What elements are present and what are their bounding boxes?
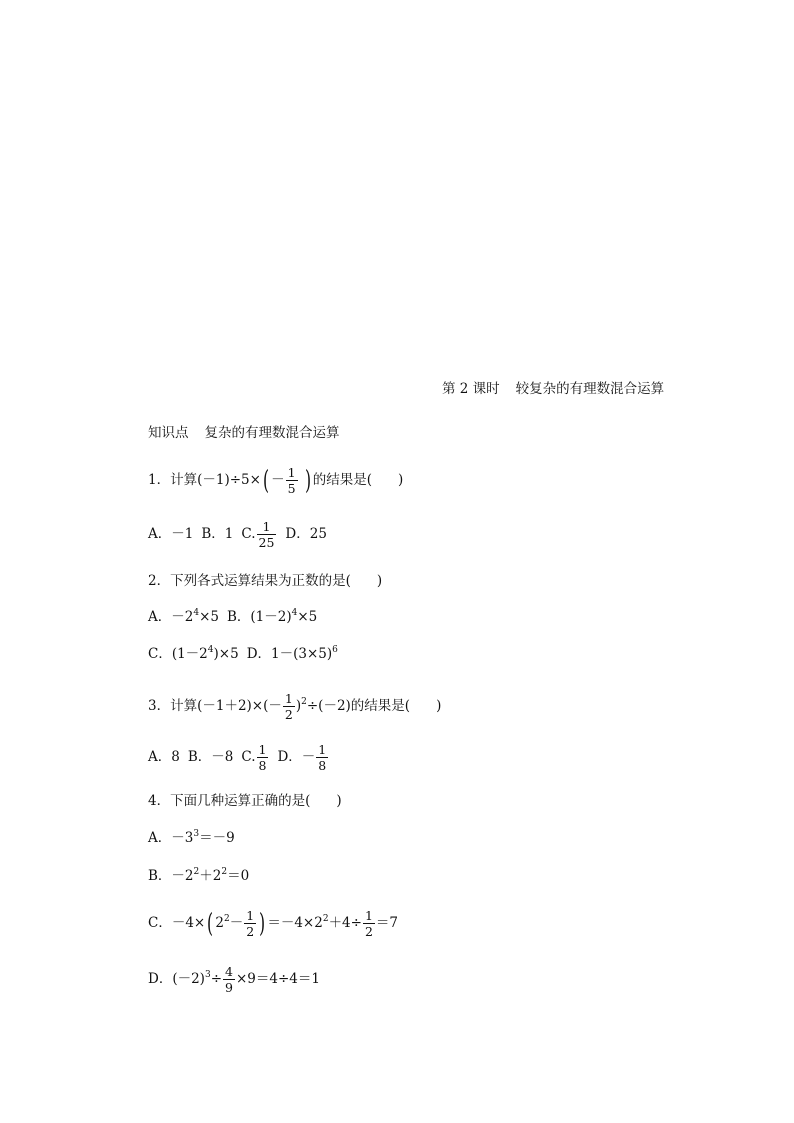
question-4-option-d	[148, 965, 320, 994]
q2-option-c-pre: C．(1－2	[148, 646, 208, 662]
q4-option-d-pre: D．(－2)	[148, 971, 205, 988]
lesson-header	[442, 383, 664, 397]
q1-option-c-fraction	[257, 520, 277, 549]
q1-option-c-num: 1	[262, 519, 271, 534]
q4-option-b-exp1: 2	[193, 867, 200, 877]
q4-option-c-in1: 2	[215, 915, 224, 932]
q4-option-d-fraction	[223, 965, 235, 994]
q4-option-c-fraction-1	[244, 909, 256, 938]
q3-exp: 2	[301, 697, 307, 708]
q2-answer-close: )	[376, 573, 383, 589]
q4-option-d-frac-den: 9	[225, 980, 233, 996]
q1-suffix: 的结果是(	[312, 472, 372, 489]
q3-option-d-den: 8	[318, 758, 327, 774]
question-2	[148, 575, 382, 589]
q2-stem: 2．下列各式运算结果为正数的是(	[148, 573, 351, 589]
question-3	[148, 692, 441, 721]
q3-frac-den: 2	[284, 707, 293, 723]
q3-option-a: A．8	[148, 749, 180, 766]
q4-option-c-close-paren: )	[259, 908, 266, 939]
q3-option-b: B．－8	[187, 749, 234, 766]
question-1	[148, 466, 403, 495]
q2-option-b-pre: B．(1－2)	[226, 609, 292, 625]
q3-option-c-den: 8	[258, 758, 267, 774]
question-4-option-c	[148, 909, 398, 938]
q3-option-c-fraction	[257, 743, 269, 772]
q4-option-b-post: ＝0	[227, 868, 250, 884]
q2-option-a-post: ×5	[199, 609, 219, 625]
q3-prefix: 3．计算(－1＋2)×(－	[148, 698, 282, 715]
q2-option-c-exp: 4	[207, 645, 214, 655]
q4-option-b-exp2: 2	[221, 867, 228, 877]
section-title: 复杂的有理数混合运算	[204, 425, 340, 441]
q1-option-a: A．－1	[148, 526, 194, 543]
q1-option-c-label: C.	[241, 526, 256, 543]
q4-option-d-frac-num: 4	[225, 964, 233, 979]
q2-option-d-pre: D．1－(3×5)	[246, 646, 333, 662]
q1-fraction	[286, 466, 298, 495]
q3-frac-num: 1	[284, 691, 293, 706]
q1-option-c-den: 25	[258, 535, 275, 551]
q1-option-d: D．25	[285, 526, 327, 543]
question-3-options	[148, 743, 329, 772]
q2-option-c-post: )×5	[213, 646, 239, 662]
q2-option-b-exp: 4	[291, 608, 298, 618]
lesson-number: 第 2 课时	[442, 381, 500, 397]
q3-option-d-fraction	[316, 743, 328, 772]
q1-open-paren: (	[262, 465, 270, 496]
q3-option-c-label: C.	[241, 749, 256, 766]
section-label: 知识点	[148, 425, 189, 441]
q1-close-paren: )	[304, 465, 311, 496]
q4-option-c-pre: C．－4×	[148, 915, 206, 932]
q4-option-c-open-paren: (	[207, 908, 214, 939]
question-4-option-b	[148, 867, 250, 884]
question-1-options	[148, 520, 327, 549]
section-heading	[148, 427, 340, 441]
q3-close-paren: )	[295, 698, 302, 715]
q4-stem: 4．下面几种运算正确的是(	[148, 793, 311, 809]
lesson-title: 较复杂的有理数混合运算	[515, 381, 665, 397]
q4-option-d-div: ÷	[210, 971, 222, 988]
q3-option-c-num: 1	[258, 742, 267, 757]
q4-option-c-frac1-num: 1	[246, 908, 255, 923]
q4-option-c-fraction-2	[363, 909, 375, 938]
q4-option-a-exp: 3	[193, 829, 200, 839]
q4-option-b-pre: B．－2	[148, 868, 194, 884]
q4-option-a-post: ＝－9	[199, 830, 235, 846]
q4-option-c-in2: －	[229, 915, 244, 932]
q3-answer-close: )	[436, 698, 442, 715]
q3-suffix: ÷(－2)的结果是(	[306, 698, 411, 715]
q1-option-b: B．1	[201, 526, 234, 543]
question-2-options-ab	[148, 608, 318, 625]
q4-answer-close: )	[336, 793, 342, 809]
q2-option-a-exp: 4	[193, 608, 200, 618]
q4-option-c-in-exp: 2	[223, 914, 230, 925]
q1-minus: －	[271, 472, 285, 489]
q3-option-d-num: 1	[318, 742, 327, 757]
q4-option-c-mid: ＝－4×2	[267, 915, 323, 932]
q4-option-c-post: ＝7	[375, 915, 399, 932]
q4-option-d-post: ×9＝4÷4＝1	[235, 971, 320, 988]
question-4-option-a	[148, 829, 235, 846]
q2-option-a-pre: A．－2	[148, 609, 194, 625]
q1-frac-den: 5	[287, 481, 296, 497]
question-4	[148, 795, 342, 809]
q4-option-c-frac1-den: 2	[246, 924, 255, 940]
q4-option-d-exp: 3	[204, 970, 211, 981]
q3-option-d-label: D．－	[277, 749, 316, 766]
q4-option-c-frac2-num: 1	[364, 908, 373, 923]
q3-fraction	[283, 692, 295, 721]
q4-option-c-mid2: ＋4÷	[328, 915, 362, 932]
q2-option-d-exp: 6	[332, 645, 338, 655]
q4-option-c-frac2-den: 2	[364, 924, 373, 940]
question-2-options-cd	[148, 645, 338, 662]
q4-option-a-pre: A．－3	[148, 830, 194, 846]
q4-option-b-mid: ＋2	[199, 868, 222, 884]
q2-option-b-post: ×5	[297, 609, 318, 625]
q4-option-c-mid-exp: 2	[322, 914, 329, 925]
q1-prefix: 1．计算(－1)÷5×	[148, 472, 261, 489]
q1-frac-num: 1	[287, 465, 296, 480]
q1-answer-close: )	[397, 472, 404, 489]
